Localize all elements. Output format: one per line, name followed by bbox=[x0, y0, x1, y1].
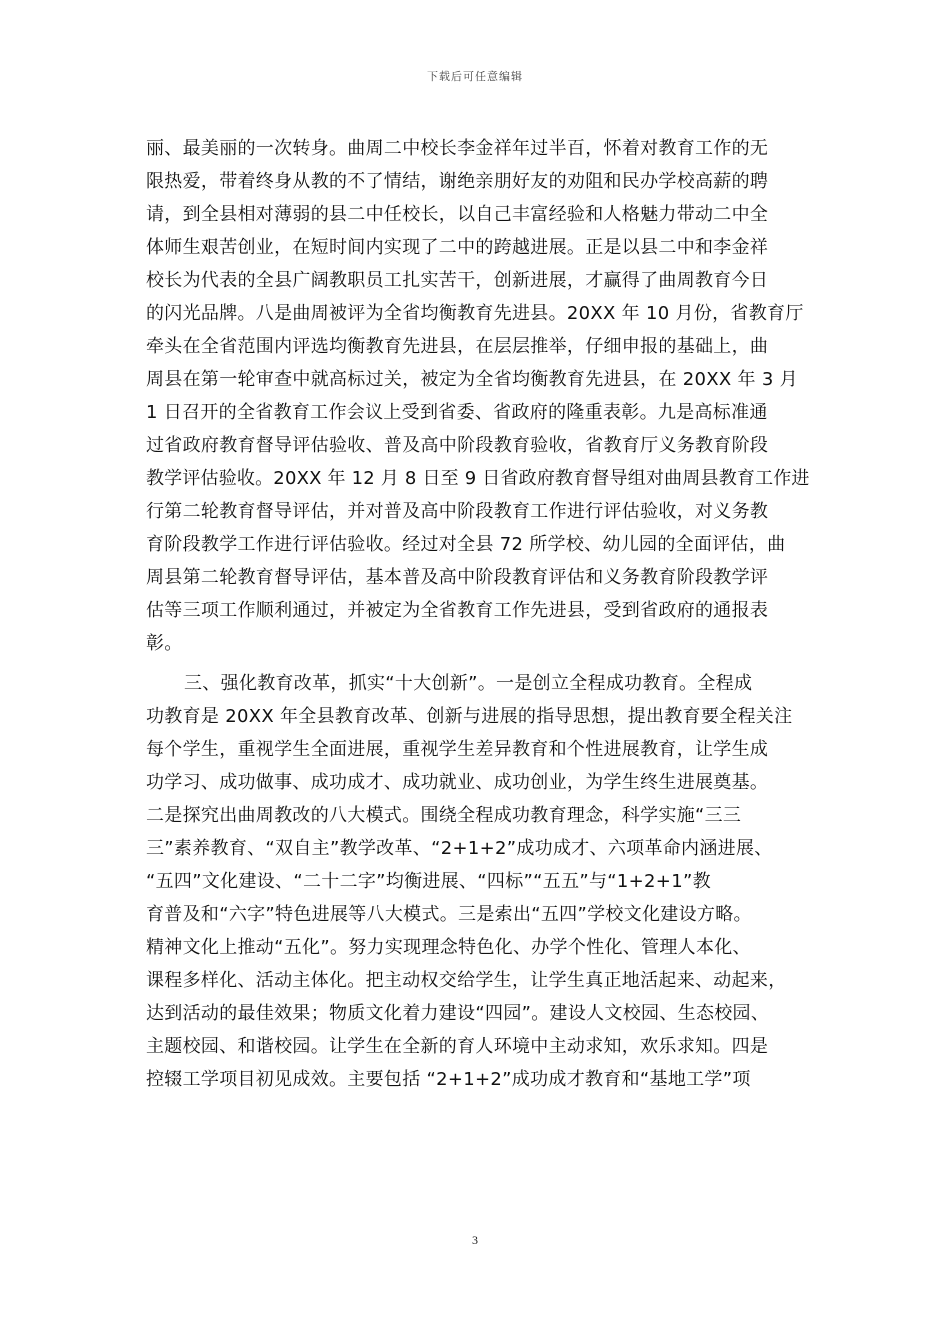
text-line: 三、强化教育改革，抓实“十大创新”。一是创立全程成功教育。全程成 bbox=[184, 673, 753, 694]
text-line: 校长为代表的全县广阔教职员工扎实苦干，创新进展，才赢得了曲周教育今日 bbox=[146, 270, 769, 291]
text-line: 每个学生，重视学生全面进展，重视学生差异教育和个性进展教育，让学生成 bbox=[146, 739, 769, 760]
paragraph-1 bbox=[146, 132, 810, 660]
text-line: 主题校园、和谐校园。让学生在全新的育人环境中主动求知，欢乐求知。四是 bbox=[146, 1036, 769, 1057]
text-line: 课程多样化、活动主体化。把主动权交给学生，让学生真正地活起来、动起来， bbox=[146, 970, 787, 991]
text-line: 三”素养教育、“双自主”教学改革、“2+1+2”成功成才、六项革命内涵进展、 bbox=[146, 838, 773, 859]
text-line: 育普及和“六字”特色进展等八大模式。三是索出“五四”学校文化建设方略。 bbox=[146, 904, 752, 925]
text-line: 的闪光品牌。八是曲周被评为全省均衡教育先进县。20XX 年 10 月份，省教育厅 bbox=[146, 303, 804, 324]
text-line: 控辍工学项目初见成效。主要包括 “2+1+2”成功成才教育和“基地工学”项 bbox=[146, 1069, 751, 1090]
text-line: 周县第二轮教育督导评估，基本普及高中阶段教育评估和义务教育阶段教学评 bbox=[146, 567, 769, 588]
text-line: 达到活动的最佳效果；物质文化着力建设“四园”。建设人文校园、生态校园、 bbox=[146, 1003, 770, 1024]
text-line: 丽、最美丽的一次转身。曲周二中校长李金祥年过半百，怀着对教育工作的无 bbox=[146, 138, 769, 159]
text-line: 请，到全县相对薄弱的县二中任校长，以自己丰富经验和人格魅力带动二中全 bbox=[146, 204, 769, 225]
text-line: 功教育是 20XX 年全县教育改革、创新与进展的指导思想，提出教育要全程关注 bbox=[146, 706, 793, 727]
paragraph-2 bbox=[146, 667, 810, 1096]
text-line: 教学评估验收。20XX 年 12 月 8 日至 9 日省政府教育督导组对曲周县教育工作进 bbox=[146, 468, 810, 489]
text-line: 估等三项工作顺利通过，并被定为全省教育工作先进县，受到省政府的通报表 bbox=[146, 600, 769, 621]
page-header: 下载后可任意编辑 bbox=[427, 70, 523, 83]
text-line: 周县在第一轮审查中就高标过关，被定为全省均衡教育先进县，在 20XX 年 3 月 bbox=[146, 369, 798, 390]
text-line: “五四”文化建设、“二十二字”均衡进展、“四标”“五五”与“1+2+1”教 bbox=[146, 871, 711, 892]
text-line: 行第二轮教育督导评估，并对普及高中阶段教育工作进行评估验收，对义务教 bbox=[146, 501, 769, 522]
text-line: 过省政府教育督导评估验收、普及高中阶段教育验收，省教育厅义务教育阶段 bbox=[146, 435, 769, 456]
text-line: 育阶段教学工作进行评估验收。经过对全县 72 所学校、幼儿园的全面评估，曲 bbox=[146, 534, 786, 555]
text-line: 限热爱，带着终身从教的不了情结，谢绝亲朋好友的劝阻和民办学校高薪的聘 bbox=[146, 171, 769, 192]
body-text bbox=[146, 132, 810, 1096]
text-line: 功学习、成功做事、成功成才、成功就业、成功创业，为学生终生进展奠基。 bbox=[146, 772, 769, 793]
text-line: 牵头在全省范围内评选均衡教育先进县，在层层推举，仔细申报的基础上，曲 bbox=[146, 336, 769, 357]
text-line: 彰。 bbox=[146, 633, 183, 654]
text-line: 精神文化上推动“五化”。努力实现理念特色化、办学个性化、管理人本化、 bbox=[146, 937, 751, 958]
page-number: 3 bbox=[472, 1233, 478, 1247]
text-line: 体师生艰苦创业，在短时间内实现了二中的跨越进展。正是以县二中和李金祥 bbox=[146, 237, 769, 258]
text-line: 1 日召开的全省教育工作会议上受到省委、省政府的隆重表彰。九是高标准通 bbox=[146, 402, 768, 423]
text-line: 二是探究出曲周教改的八大模式。围绕全程成功教育理念，科学实施“三三 bbox=[146, 805, 742, 826]
